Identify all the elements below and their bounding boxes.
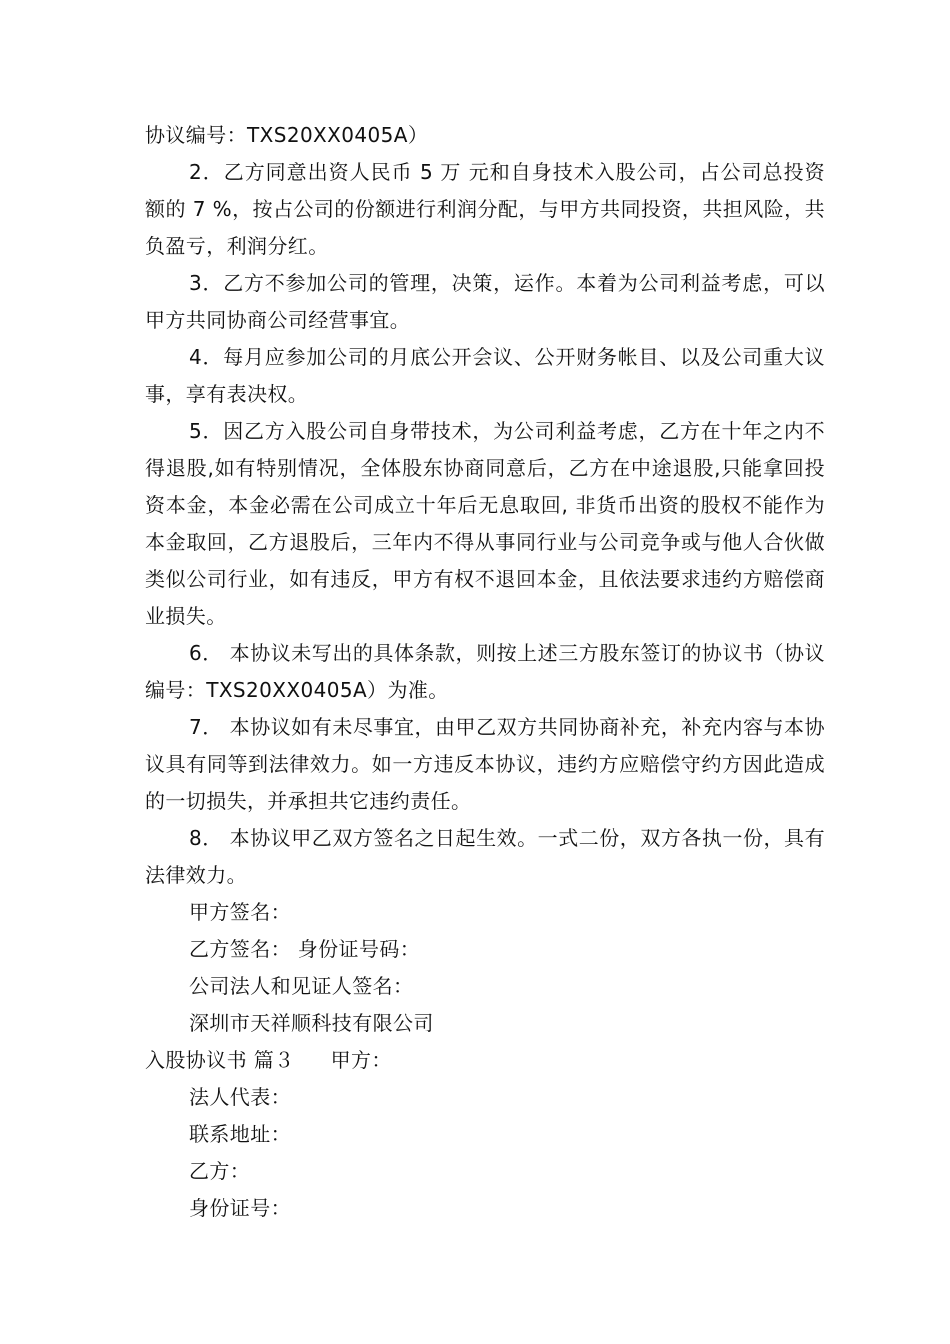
id-number-field: 身份证号： bbox=[189, 1196, 291, 1220]
legal-rep-field: 法人代表： bbox=[189, 1085, 291, 1109]
opening-line: 协议编号：TXS20XX0405A） bbox=[145, 123, 429, 147]
clause-5: 5．因乙方入股公司自身带技术，为公司利益考虑，乙方在十年之内不得退股,如有特别情况，全体股东协商同意后，乙方在中途退股,只能拿回投资本金，本金必需在公司成立十年后无息取回, 非货币出资的股权不能作为本金取回，乙方退股后，三年内不得从事同行业与公司竞争或与他人合伙做类似公司行业，如有违反，甲方有权不退回本金，且依法要求违约方赔偿商业损失。 bbox=[145, 419, 825, 628]
next-section-heading bbox=[145, 1042, 825, 1079]
clause-3: 3．乙方不参加公司的管理，决策，运作。本着为公司利益考虑，可以甲方共同协商公司经营事宜。 bbox=[145, 271, 825, 332]
party-b-field: 乙方： bbox=[189, 1159, 251, 1183]
clause-6: 6． 本协议未写出的具体条款，则按上述三方股东签订的协议书（协议编号：TXS20XX0405A）为准。 bbox=[145, 641, 825, 702]
witness-signature: 公司法人和见证人签名： bbox=[189, 974, 414, 998]
document-body bbox=[145, 117, 825, 1227]
clause-7: 7． 本协议如有未尽事宜，由甲乙双方共同协商补充，补充内容与本协议具有同等到法律效力。如一方违反本协议，违约方应赔偿守约方因此造成的一切损失，并承担共它违约责任。 bbox=[145, 715, 825, 813]
company-name: 深圳市天祥顺科技有限公司 bbox=[189, 1011, 434, 1035]
clause-4: 4．每月应参加公司的月底公开会议、公开财务帐目、以及公司重大议事，享有表决权。 bbox=[145, 345, 825, 406]
address-field: 联系地址： bbox=[189, 1122, 291, 1146]
section-title: 入股协议书 篇３ bbox=[145, 1048, 295, 1072]
clause-8: 8． 本协议甲乙双方签名之日起生效。一式二份，双方各执一份，具有法律效力。 bbox=[145, 826, 825, 887]
party-b-signature: 乙方签名： 身份证号码： bbox=[189, 937, 421, 961]
party-a-label: 甲方： bbox=[330, 1048, 392, 1072]
clause-2: 2．乙方同意出资人民币 5 万 元和自身技术入股公司，占公司总投资额的 7 %，按占公司的份额进行利润分配，与甲方共同投资，共担风险，共负盈亏，利润分红。 bbox=[145, 160, 825, 258]
party-a-signature: 甲方签名： bbox=[189, 900, 291, 924]
